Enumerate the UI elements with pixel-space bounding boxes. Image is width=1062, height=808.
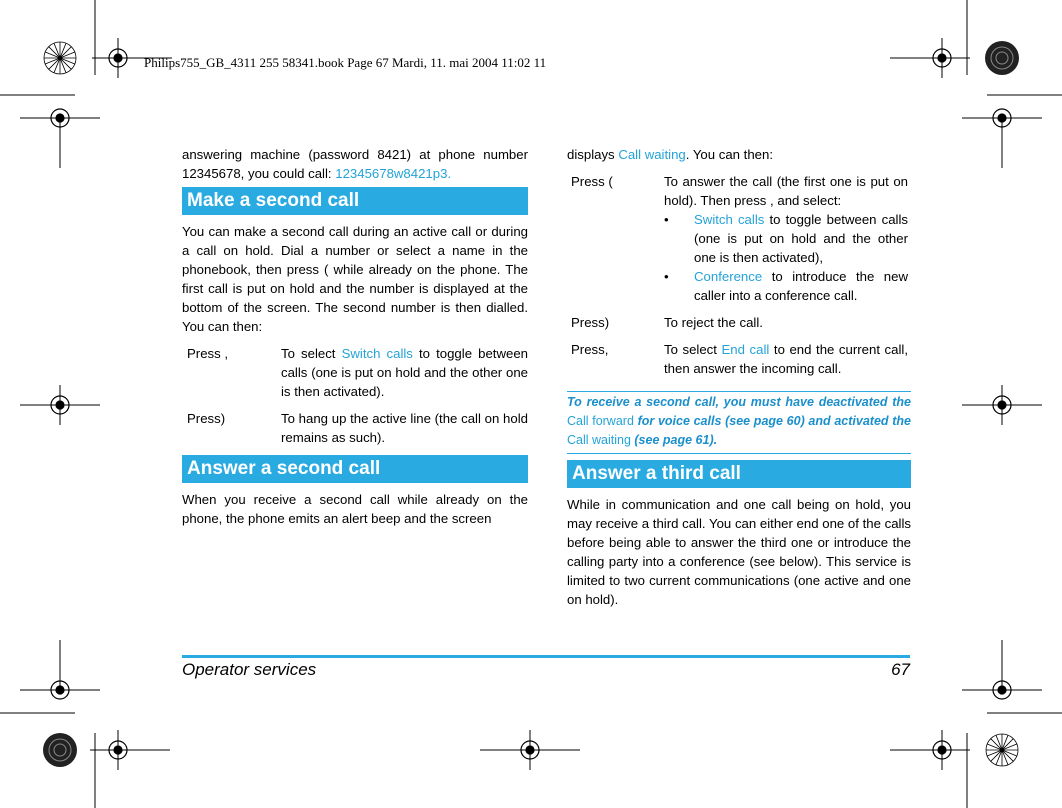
make-second-call-body: You can make a second call during an active call or during a call on hold. Dial a number or select a name in the phonebook, then press ( while already on the phone. The first call is put on hold and the number is displayed at the bottom of the screen. The second number is then dialled. You can then:	[182, 224, 528, 334]
note-link-call-waiting: Call waiting	[567, 433, 631, 447]
menu-link-switch-calls-2: Switch calls	[694, 212, 765, 227]
footer-section-title: Operator services	[182, 660, 317, 679]
right-intro-paragraph: displays Call waiting. You can then:	[567, 147, 774, 162]
key-row-reject	[571, 313, 908, 335]
menu-link-call-waiting: Call waiting	[618, 147, 686, 162]
key-label-press-hangup-2: Press)	[571, 315, 610, 330]
key-row-answer-call	[571, 172, 908, 307]
key-desc-reject: To reject the call.	[664, 315, 763, 330]
key-desc-answer-call: To answer the call (the first one is put on hold). Then press , and select: • Switch calls to toggle between calls (one is put on hold and the other one is then activated), • Conference to introduce the new caller into a conference call.	[664, 172, 908, 305]
section-heading-answer-third-call: Answer a third call	[567, 460, 911, 488]
section-rule-third-call	[567, 453, 911, 454]
key-label-press-hangup: Press)	[187, 411, 226, 426]
key-row-hang-up	[187, 409, 528, 449]
key-desc-end-call: To select End call to end the current call, then answer the incoming call.	[664, 342, 908, 376]
section-heading-answer-second-call: Answer a second call	[182, 455, 528, 483]
key-label-press-ok: Press ,	[187, 346, 229, 361]
note-link-call-forward: Call forward	[567, 414, 634, 428]
dial-code: 12345678w8421p3.	[335, 166, 452, 181]
list-item: • Switch calls to toggle between calls (one is put on hold and the other one is then activated),	[664, 210, 908, 267]
note-call-waiting: To receive a second call, you must have deactivated the Call forward for voice calls (see page 60) and activated the Call waiting (see page 61).	[567, 395, 911, 447]
key-row-switch-calls	[187, 344, 528, 404]
answer-second-call-body: When you receive a second call while already on the phone, the phone emits an alert beep and the screen	[182, 492, 528, 526]
key-row-end-call	[571, 340, 908, 380]
left-intro-text: answering machine (password 8421) at phone number 12345678, you could call:	[182, 147, 528, 181]
key-label-press-call: Press (	[571, 174, 613, 189]
key-label-press-ok-2: Press,	[571, 342, 609, 357]
menu-link-conference: Conference	[694, 269, 763, 284]
key-desc-hang-up: To hang up the active line (the call on hold remains as such).	[281, 411, 528, 445]
key-desc-switch-calls: To select Switch calls to toggle between calls (one is put on hold and the other one is then activated).	[281, 346, 528, 399]
print-header-file-info: Philips755_GB_4311 255 58341.book Page 67 Mardi, 11. mai 2004 11:02 11	[144, 55, 547, 70]
left-intro-paragraph	[182, 145, 528, 183]
answer-third-call-body: While in communication and one call being on hold, you may receive a third call. You can either end one of the calls before being able to answer the third one or introduce the calling party into a conference (see below). This service is limited to two current communications (one active and one on hold).	[567, 497, 911, 607]
answer-options-list	[664, 210, 908, 305]
section-heading-make-second-call: Make a second call	[182, 187, 528, 215]
footer-rule	[182, 655, 910, 658]
menu-link-switch-calls: Switch calls	[341, 346, 413, 361]
list-item: • Conference to introduce the new caller into a conference call.	[664, 267, 908, 305]
page-number: 67	[891, 660, 910, 679]
menu-link-end-call: End call	[721, 342, 770, 357]
note-rule	[567, 391, 911, 392]
